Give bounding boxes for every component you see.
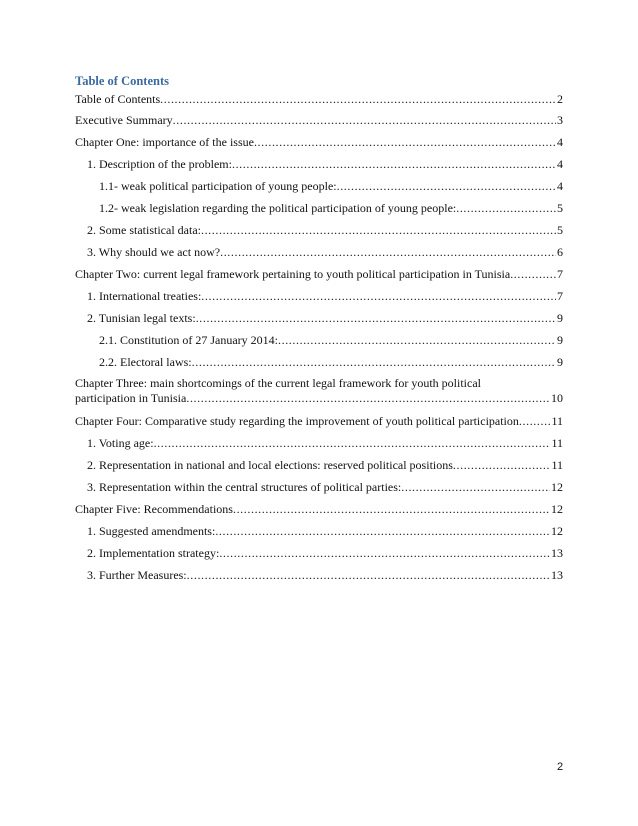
toc-entry-suggested-amendments[interactable] [87,524,563,538]
toc-entry-international-treaties[interactable] [87,289,563,303]
dot-leader [192,355,556,369]
toc-entry-title: 2.1. Constitution of 27 January 2014: [99,333,278,347]
dot-leader [196,311,556,325]
toc-entry-title: 1. Voting age: [87,436,154,450]
toc-entry-title: Table of Contents [75,92,161,106]
toc-heading: Table of Contents [75,74,169,88]
toc-entry-title: 2. Implementation strategy: [87,546,220,560]
toc-entry-page: 12 [551,480,563,494]
toc-entry-page: 11 [551,436,563,450]
toc-entry-page: 4 [557,179,563,193]
toc-entry-why-act-now[interactable] [87,245,563,259]
toc-entry-page: 9 [557,355,563,369]
toc-entry-page: 9 [557,333,563,347]
toc-entry-title: Chapter Five: Recommendations [75,502,233,516]
toc-entry-title: 3. Why should we act now? [87,245,221,259]
toc-entry-executive-summary[interactable] [75,113,563,127]
dot-leader [219,546,550,560]
dot-leader [233,502,550,516]
toc-entry-title: Chapter Three: main shortcomings of the current legal framework for youth political [75,376,481,390]
toc-entry-page: 4 [557,157,563,171]
toc-entry-constitution[interactable] [99,333,563,347]
toc-entry-page: 11 [551,414,563,428]
dot-leader [456,201,556,215]
toc-entry-chapter-four[interactable] [75,414,563,428]
dot-leader [519,414,551,428]
toc-entry-title: 1. Description of the problem: [87,157,232,171]
toc-entry-page: 3 [557,113,563,127]
toc-entry-chapter-one[interactable] [75,135,563,149]
toc-entry-title: Chapter Two: current legal framework pertaining to youth political participation in Tunisia [75,267,511,281]
toc-entry-title: 1. International treaties: [87,289,202,303]
toc-entry-title: 3. Representation within the central structures of political parties: [87,480,402,494]
toc-entry-page: 11 [551,458,563,472]
toc-entry-page: 9 [557,311,563,325]
toc-entry-tunisian-legal-texts[interactable] [87,311,563,325]
toc-entry-page: 5 [557,201,563,215]
dot-leader [187,568,550,582]
toc-entry-weak-political-participation[interactable] [99,179,563,193]
dot-leader [510,267,556,281]
toc-entry-title: 2. Representation in national and local elections: reserved political positions [87,458,453,472]
dot-leader [154,436,551,450]
dot-leader [220,245,556,259]
toc-entry-implementation-strategy[interactable] [87,546,563,560]
toc-entry-title: Chapter One: importance of the issue [75,135,254,149]
toc-entry-title: 1.1- weak political participation of young people: [99,179,337,193]
toc-entry-page: 12 [551,524,563,538]
toc-entry-description-of-problem[interactable] [87,157,563,171]
toc-entry-further-measures[interactable] [87,568,563,582]
dot-leader [160,92,556,106]
toc-entry-page: 13 [551,568,563,582]
dot-leader [254,135,556,149]
toc-entry-statistical-data[interactable] [87,223,563,237]
toc-entry-weak-legislation[interactable] [99,201,563,215]
page-number: 2 [557,761,564,773]
toc-entry-title: 1.2- weak legislation regarding the political participation of young people: [99,201,457,215]
toc-entry-voting-age[interactable] [87,436,563,450]
dot-leader [453,458,551,472]
dot-leader [173,113,556,127]
toc-entry-table-of-contents[interactable] [75,92,563,106]
toc-entry-title: Executive Summary [75,113,173,127]
toc-entry-page: 10 [551,391,563,405]
toc-entry-title: Chapter Four: Comparative study regarding the improvement of youth political participation [75,414,519,428]
toc-entry-reserved-positions[interactable] [87,458,563,472]
toc-entry-page: 7 [557,267,563,281]
dot-leader [232,157,556,171]
toc-entry-title: 1. Suggested amendments: [87,524,216,538]
toc-entry-page: 2 [557,92,563,106]
dot-leader [215,524,550,538]
dot-leader [201,223,556,237]
dot-leader [337,179,556,193]
toc-entry-page: 13 [551,546,563,560]
dot-leader [201,289,556,303]
toc-entry-title: 3. Further Measures: [87,568,187,582]
toc-entry-title-continued: participation in Tunisia [75,391,187,405]
toc-entry-page: 6 [557,245,563,259]
toc-entry-chapter-three[interactable] [75,376,563,405]
toc-entry-chapter-five[interactable] [75,502,563,516]
toc-entry-title: 2. Some statistical data: [87,223,201,237]
toc-entry-page: 12 [551,502,563,516]
toc-entry-electoral-laws[interactable] [99,355,563,369]
toc-entry-page: 5 [557,223,563,237]
dot-leader [278,333,556,347]
toc-entry-page: 4 [557,135,563,149]
toc-entry-title: 2.2. Electoral laws: [99,355,192,369]
toc-entry-title: 2. Tunisian legal texts: [87,311,196,325]
toc-entry-chapter-two[interactable] [75,267,563,281]
dot-leader [401,480,550,494]
toc-entry-page: 7 [557,289,563,303]
dot-leader [186,391,550,405]
toc-entry-party-structures[interactable] [87,480,563,494]
